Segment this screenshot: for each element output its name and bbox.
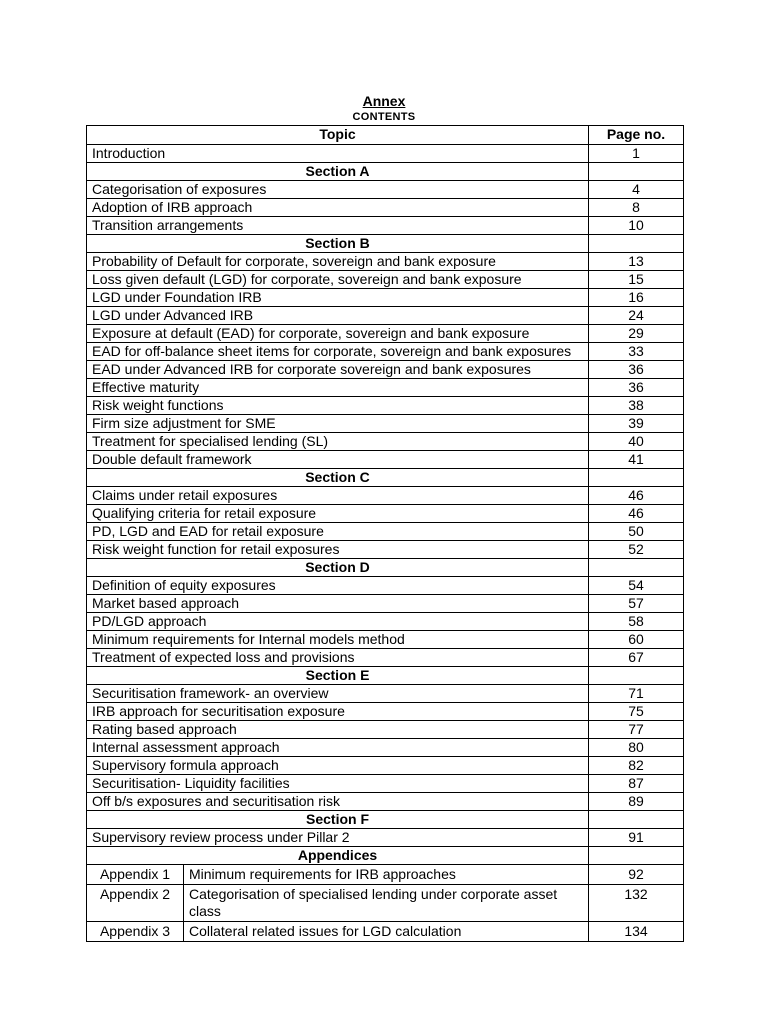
section-heading: Section B bbox=[87, 235, 589, 253]
contents-row bbox=[87, 451, 684, 469]
appendix-label: Appendix 3 bbox=[87, 922, 184, 942]
contents-row bbox=[87, 631, 684, 649]
page-number-cell: 10 bbox=[589, 217, 684, 235]
topic-cell: Securitisation- Liquidity facilities bbox=[87, 775, 589, 793]
contents-row bbox=[87, 343, 684, 361]
page-number-cell: 29 bbox=[589, 325, 684, 343]
contents-row bbox=[87, 415, 684, 433]
document-title: Annex bbox=[362, 93, 406, 109]
contents-row bbox=[87, 703, 684, 721]
page-number-cell: 60 bbox=[589, 631, 684, 649]
page-number-cell: 1 bbox=[589, 145, 684, 163]
topic-cell: Risk weight functions bbox=[87, 397, 589, 415]
section-page-cell bbox=[589, 163, 684, 181]
topic-cell: PD/LGD approach bbox=[87, 613, 589, 631]
page-number-cell: 8 bbox=[589, 199, 684, 217]
page-number-cell: 54 bbox=[589, 577, 684, 595]
page-number-cell: 87 bbox=[589, 775, 684, 793]
page-number-cell: 89 bbox=[589, 793, 684, 811]
page-number-cell: 4 bbox=[589, 181, 684, 199]
topic-cell: Supervisory formula approach bbox=[87, 757, 589, 775]
appendix-topic: Collateral related issues for LGD calculation bbox=[184, 922, 589, 942]
page-number-cell: 75 bbox=[589, 703, 684, 721]
page-number-cell: 46 bbox=[589, 505, 684, 523]
page-number-cell: 36 bbox=[589, 379, 684, 397]
contents-row bbox=[87, 685, 684, 703]
topic-cell: Double default framework bbox=[87, 451, 589, 469]
section-heading: Section A bbox=[87, 163, 589, 181]
contents-row bbox=[87, 829, 684, 847]
page-number-cell: 41 bbox=[589, 451, 684, 469]
appendix-row bbox=[87, 865, 684, 885]
page-number-cell: 52 bbox=[589, 541, 684, 559]
page-number-cell: 80 bbox=[589, 739, 684, 757]
appendix-label: Appendix 2 bbox=[87, 885, 184, 922]
topic-cell: Claims under retail exposures bbox=[87, 487, 589, 505]
topic-cell: PD, LGD and EAD for retail exposure bbox=[87, 523, 589, 541]
contents-row bbox=[87, 739, 684, 757]
appendix-page-number: 134 bbox=[589, 922, 684, 942]
section-page-cell bbox=[589, 559, 684, 577]
section-heading-row bbox=[87, 847, 684, 865]
page-number-cell: 82 bbox=[589, 757, 684, 775]
appendix-row bbox=[87, 885, 684, 922]
topic-cell: Securitisation framework- an overview bbox=[87, 685, 589, 703]
topic-cell: IRB approach for securitisation exposure bbox=[87, 703, 589, 721]
contents-row bbox=[87, 145, 684, 163]
topic-cell: Firm size adjustment for SME bbox=[87, 415, 589, 433]
page-number-cell: 40 bbox=[589, 433, 684, 451]
page-number-cell: 67 bbox=[589, 649, 684, 667]
section-heading: Appendices bbox=[87, 847, 589, 865]
topic-cell: Internal assessment approach bbox=[87, 739, 589, 757]
contents-row bbox=[87, 253, 684, 271]
topic-cell: EAD for off-balance sheet items for corporate, sovereign and bank exposures bbox=[87, 343, 589, 361]
topic-column-header: Topic bbox=[87, 126, 589, 145]
page-column-header: Page no. bbox=[589, 126, 684, 145]
appendix-label: Appendix 1 bbox=[87, 865, 184, 885]
topic-cell: Treatment for specialised lending (SL) bbox=[87, 433, 589, 451]
section-page-cell bbox=[589, 847, 684, 865]
contents-row bbox=[87, 289, 684, 307]
topic-cell: Loss given default (LGD) for corporate, sovereign and bank exposure bbox=[87, 271, 589, 289]
appendix-row bbox=[87, 922, 684, 942]
contents-row bbox=[87, 523, 684, 541]
contents-row bbox=[87, 595, 684, 613]
appendix-page-number: 132 bbox=[589, 885, 684, 922]
page-number-cell: 39 bbox=[589, 415, 684, 433]
section-heading: Section E bbox=[87, 667, 589, 685]
page-number-cell: 13 bbox=[589, 253, 684, 271]
topic-cell: Definition of equity exposures bbox=[87, 577, 589, 595]
section-heading-row bbox=[87, 469, 684, 487]
contents-row bbox=[87, 397, 684, 415]
topic-cell: LGD under Foundation IRB bbox=[87, 289, 589, 307]
contents-row bbox=[87, 649, 684, 667]
contents-row bbox=[87, 613, 684, 631]
topic-cell: EAD under Advanced IRB for corporate sovereign and bank exposures bbox=[87, 361, 589, 379]
topic-cell: Qualifying criteria for retail exposure bbox=[87, 505, 589, 523]
appendix-topic: Minimum requirements for IRB approaches bbox=[184, 865, 589, 885]
section-page-cell bbox=[589, 235, 684, 253]
contents-row bbox=[87, 577, 684, 595]
section-heading-row bbox=[87, 811, 684, 829]
page-number-cell: 16 bbox=[589, 289, 684, 307]
contents-row bbox=[87, 793, 684, 811]
page-number-cell: 50 bbox=[589, 523, 684, 541]
section-heading-row bbox=[87, 235, 684, 253]
page-number-cell: 24 bbox=[589, 307, 684, 325]
contents-row bbox=[87, 181, 684, 199]
contents-row bbox=[87, 307, 684, 325]
contents-row bbox=[87, 379, 684, 397]
contents-row bbox=[87, 217, 684, 235]
page-number-cell: 36 bbox=[589, 361, 684, 379]
section-heading: Section D bbox=[87, 559, 589, 577]
contents-row bbox=[87, 757, 684, 775]
topic-cell: Effective maturity bbox=[87, 379, 589, 397]
page-number-cell: 46 bbox=[589, 487, 684, 505]
appendix-page-number: 92 bbox=[589, 865, 684, 885]
contents-row bbox=[87, 775, 684, 793]
page-number-cell: 57 bbox=[589, 595, 684, 613]
topic-cell: Treatment of expected loss and provisions bbox=[87, 649, 589, 667]
topic-cell: Risk weight function for retail exposures bbox=[87, 541, 589, 559]
page-number-cell: 91 bbox=[589, 829, 684, 847]
section-heading-row bbox=[87, 667, 684, 685]
section-heading: Section C bbox=[87, 469, 589, 487]
topic-cell: Off b/s exposures and securitisation risk bbox=[87, 793, 589, 811]
topic-cell: Minimum requirements for Internal models method bbox=[87, 631, 589, 649]
contents-row bbox=[87, 199, 684, 217]
section-heading: Section F bbox=[87, 811, 589, 829]
contents-row bbox=[87, 505, 684, 523]
page-number-cell: 71 bbox=[589, 685, 684, 703]
section-heading-row bbox=[87, 559, 684, 577]
section-heading-row bbox=[87, 163, 684, 181]
topic-cell: LGD under Advanced IRB bbox=[87, 307, 589, 325]
contents-row bbox=[87, 271, 684, 289]
topic-cell: Probability of Default for corporate, sovereign and bank exposure bbox=[87, 253, 589, 271]
contents-table bbox=[86, 125, 684, 942]
contents-row bbox=[87, 487, 684, 505]
topic-cell: Categorisation of exposures bbox=[87, 181, 589, 199]
page-number-cell: 77 bbox=[589, 721, 684, 739]
contents-row bbox=[87, 433, 684, 451]
topic-cell: Market based approach bbox=[87, 595, 589, 613]
topic-cell: Introduction bbox=[87, 145, 589, 163]
contents-row bbox=[87, 361, 684, 379]
document-subtitle: CONTENTS bbox=[352, 111, 416, 123]
appendix-topic: Categorisation of specialised lending under corporate asset class bbox=[184, 885, 589, 922]
contents-row bbox=[87, 325, 684, 343]
page-number-cell: 38 bbox=[589, 397, 684, 415]
topic-cell: Adoption of IRB approach bbox=[87, 199, 589, 217]
section-page-cell bbox=[589, 811, 684, 829]
table-header-row bbox=[87, 126, 684, 145]
page-number-cell: 58 bbox=[589, 613, 684, 631]
page-number-cell: 15 bbox=[589, 271, 684, 289]
topic-cell: Transition arrangements bbox=[87, 217, 589, 235]
contents-table-body bbox=[87, 145, 684, 942]
page-number-cell: 33 bbox=[589, 343, 684, 361]
topic-cell: Rating based approach bbox=[87, 721, 589, 739]
contents-row bbox=[87, 721, 684, 739]
section-page-cell bbox=[589, 667, 684, 685]
topic-cell: Supervisory review process under Pillar 2 bbox=[87, 829, 589, 847]
contents-row bbox=[87, 541, 684, 559]
section-page-cell bbox=[589, 469, 684, 487]
topic-cell: Exposure at default (EAD) for corporate, sovereign and bank exposure bbox=[87, 325, 589, 343]
